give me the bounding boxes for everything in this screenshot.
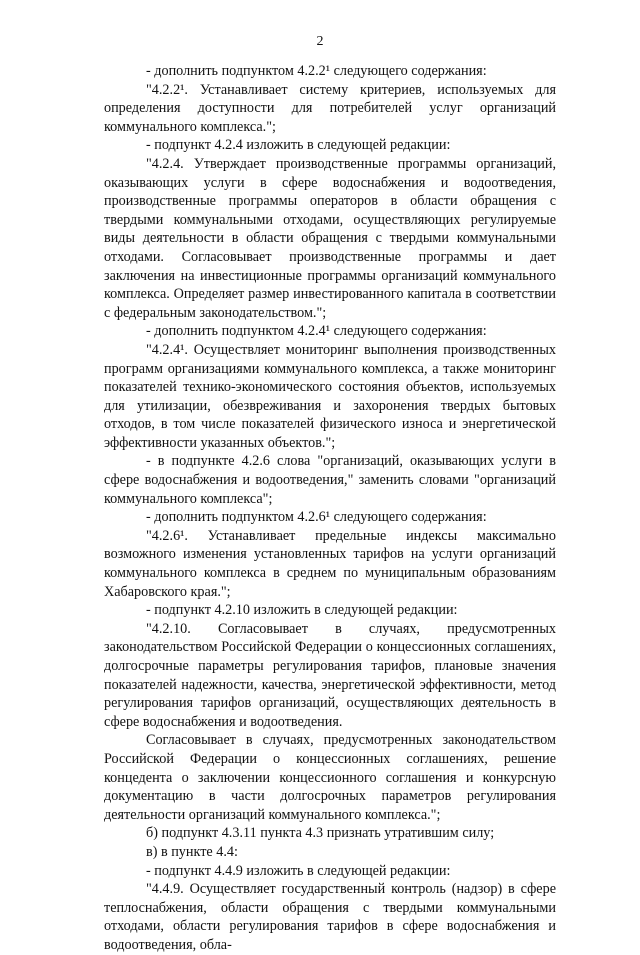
paragraph-4-3-11-repeal: б) подпункт 4.3.11 пункта 4.3 признать утратившим силу;: [146, 825, 495, 842]
paragraph-4-2-6-replace: - в подпункте 4.2.6 слова "организаций, оказывающих услуги в сфере водоснабжения и водоотведения," заменить словами "организаций коммунального комплекса";: [104, 453, 556, 507]
paragraph-4-2-2-text: "4.2.2¹. Устанавливает систему критериев, используемых для определения доступности для потребителей услуг организаций коммунального комплекса.";: [104, 81, 556, 135]
paragraph-4-2-6-1-text: "4.2.6¹. Устанавливает предельные индексы максимально возможного изменения установленных тарифов на услуги организаций коммунального комплекса в среднем по муниципальным образованиям Хабаровского края.";: [104, 527, 556, 600]
paragraph-4-2-10-second: Согласовывает в случаях, предусмотренных законодательством Российской Федерации о концессионных соглашениях, решение концедента о заключении концессионного соглашения и конкурсную документацию в части долгосрочных параметров регулирования деятельности организаций коммунального комплекса.";: [104, 732, 556, 823]
paragraph-4-2-4-1-text: "4.2.4¹. Осуществляет мониторинг выполнения производственных программ организациями коммунального комплекса, а также мониторинг показателей технико-экономического состояния объектов, используемых для утилизации, обезвреживания и захоронения твердых бытовых отходов, в том числе показателей физического износа и энергетической эффективности указанных объектов.";: [104, 341, 556, 451]
paragraph-4-2-10-text: "4.2.10. Согласовывает в случаях, предусмотренных законодательством Российской Федерации о концессионных соглашениях, долгосрочные параметры регулирования тарифов, плановые значения показателей надежности, качества, энергетической эффективности, метод регулирования тарифов организаций, осуществляющих деятельность в сфере водоснабжения и водоотведения.: [104, 620, 556, 730]
paragraph-add-4-2-6-1-intro: - дополнить подпунктом 4.2.6¹ следующего содержания:: [146, 509, 487, 526]
paragraph-add-4-2-2-intro: - дополнить подпунктом 4.2.2¹ следующего содержания:: [146, 63, 487, 79]
paragraph-4-2-10-intro: - подпункт 4.2.10 изложить в следующей редакции:: [146, 602, 458, 619]
paragraph-4-4-intro: в) в пункте 4.4:: [146, 843, 238, 860]
paragraph-4-2-4-text: "4.2.4. Утверждает производственные программы организаций, оказывающих услуги в сфере водоснабжения и водоотведения, производственные программы операторов в области обращения с твердыми коммунальными отходами, осуществляющих регулируемые виды деятельности в области обращения с твердыми коммунальными отходами. Согласовывает производственные программы и дает заключения на инвестиционные программы организаций коммунального комплекса. Определяет размер инвестированного капитала в соответствии с федеральным законодательством.";: [104, 155, 556, 321]
page-number: 2: [316, 34, 324, 49]
paragraph-4-4-9-text: "4.4.9. Осуществляет государственный контроль (надзор) в сфере теплоснабжения, области обращения с твердыми коммунальными отходами, области регулирования тарифов в сфере водоснабжения и водоотведения, обла-: [104, 881, 556, 953]
paragraph-add-4-2-4-1-intro: - дополнить подпунктом 4.2.4¹ следующего содержания:: [146, 323, 487, 340]
document-body: [104, 62, 556, 955]
paragraph-4-2-4-intro: - подпункт 4.2.4 изложить в следующей редакции:: [146, 137, 451, 154]
paragraph-4-4-9-intro: - подпункт 4.4.9 изложить в следующей редакции:: [146, 862, 451, 879]
